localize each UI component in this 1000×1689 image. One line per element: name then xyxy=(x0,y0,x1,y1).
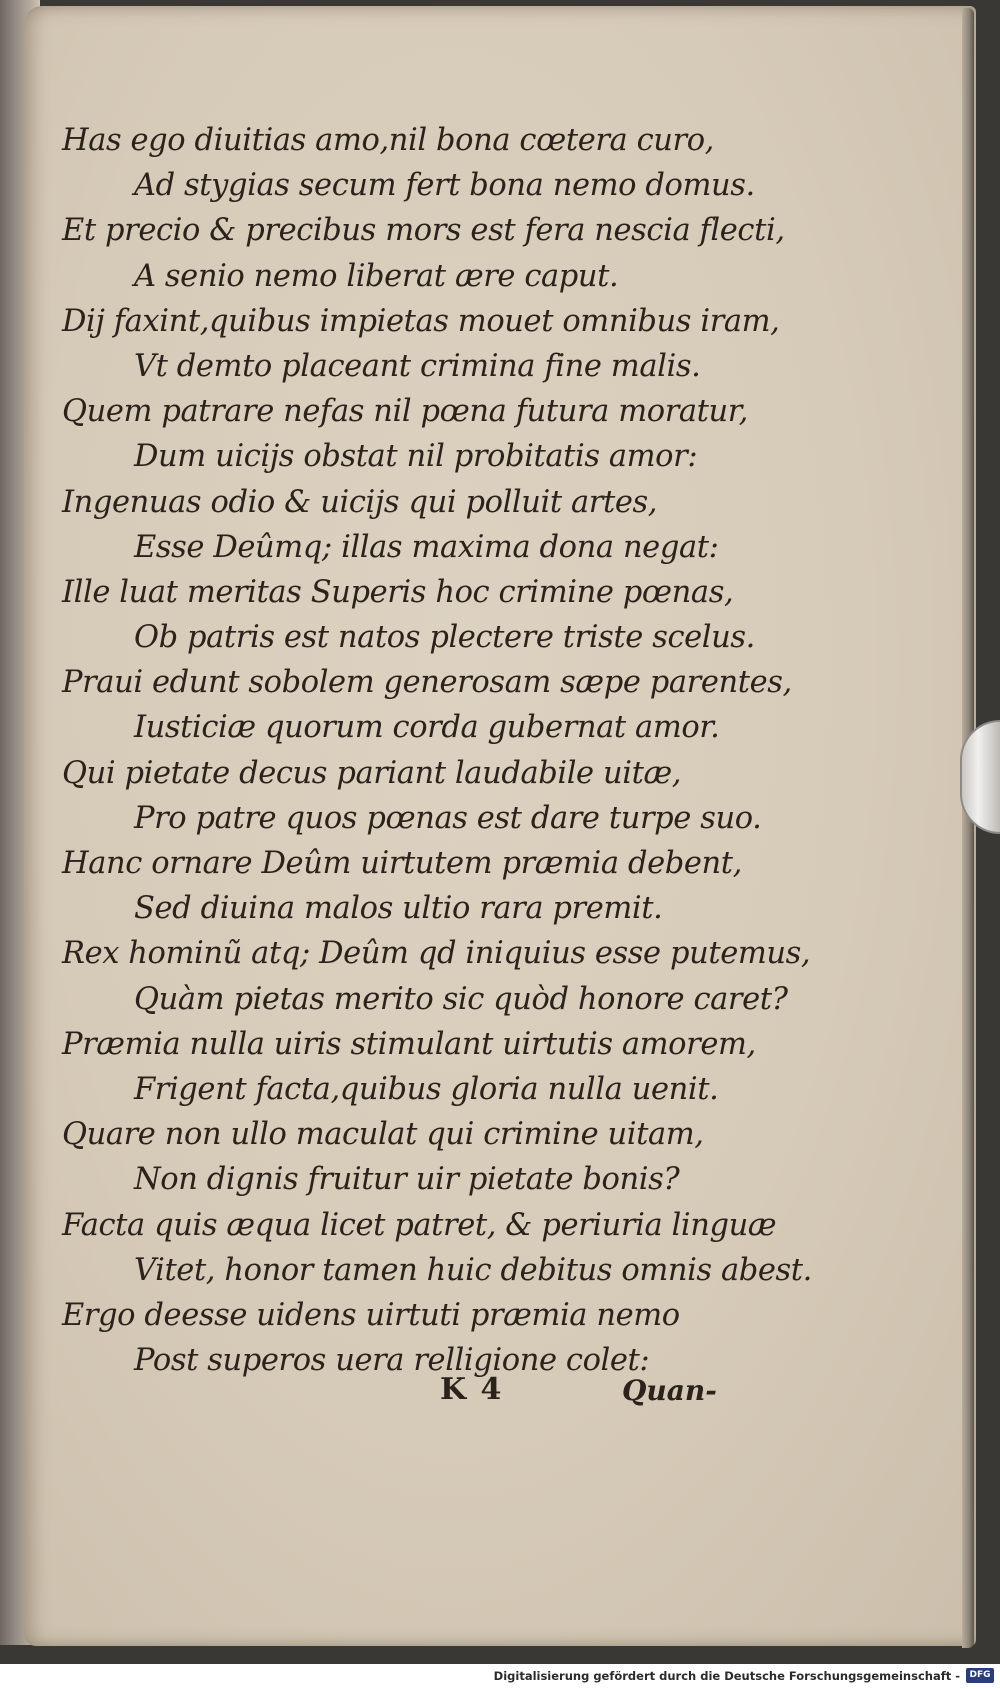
page-edge-shadow xyxy=(962,8,974,1648)
verse-line: Præmia nulla uiris stimulant uirtutis amorem, xyxy=(62,1026,756,1062)
verse-line: Ergo deesse uidens uirtuti præmia nemo xyxy=(62,1297,680,1333)
verse-line: A senio nemo liberat ære caput. xyxy=(134,258,619,294)
verse-line: Praui edunt sobolem generosam sæpe parentes, xyxy=(62,665,792,701)
page-footer xyxy=(62,1372,742,1418)
verse-line: Ille luat meritas Superis hoc crimine pœnas, xyxy=(62,574,734,610)
verse-text-block xyxy=(62,118,812,1383)
verse-line: Vitet, honor tamen huic debitus omnis abest. xyxy=(134,1252,812,1288)
verse-line: Pro patre quos pœnas est dare turpe suo. xyxy=(134,800,762,836)
verse-line: Has ego diuitias amo,nil bona cœtera curo, xyxy=(62,123,714,158)
funding-credit: Digitalisierung gefördert durch die Deutsche Forschungsgemeinschaft - xyxy=(493,1669,960,1683)
verse-line: Non dignis fruitur uir pietate bonis? xyxy=(134,1162,680,1198)
verse-line: Quare non ullo maculat qui crimine uitam, xyxy=(62,1117,704,1153)
verse-line: Ad stygias secum fert bona nemo domus. xyxy=(134,168,755,204)
verse-line: Rex hominũ atq; Deûm qd iniquius esse putemus, xyxy=(62,936,811,972)
verse-line: Esse Deûmq; illas maxima dona negat: xyxy=(134,529,719,565)
verse-line: Quàm pietas merito sic quòd honore caret? xyxy=(134,981,788,1017)
verse-line: Hanc ornare Deûm uirtutem præmia debent, xyxy=(62,846,742,881)
verse-line: Facta quis æqua licet patret, & periuria linguæ xyxy=(62,1207,777,1243)
verse-line: Iusticiæ quorum corda gubernat amor. xyxy=(134,710,720,746)
verse-line: Frigent facta,quibus gloria nulla uenit. xyxy=(134,1071,719,1107)
verse-line: Ingenuas odio & uicijs qui polluit artes, xyxy=(62,484,658,520)
verse-line: Dij faxint,quibus impietas mouet omnibus iram, xyxy=(62,303,780,339)
verse-line: Dum uicijs obstat nil probitatis amor: xyxy=(134,439,698,475)
verse-line: Quem patrare nefas nil pœna futura moratur, xyxy=(62,394,748,430)
dfg-logo-icon: DFG xyxy=(966,1668,994,1683)
verse-line: Ob patris est natos plectere triste scelus. xyxy=(134,620,755,656)
verse-line: Sed diuina malos ultio rara premit. xyxy=(134,891,663,927)
verse-line: Post superos uera relligione colet: xyxy=(134,1343,650,1379)
catchword: Quan- xyxy=(622,1374,717,1407)
credit-bar xyxy=(0,1664,1000,1689)
verse-line: Qui pietate decus pariant laudabile uitæ, xyxy=(62,755,682,791)
signature-mark: K 4 xyxy=(440,1372,504,1407)
verse-line: Vt demto placeant crimina fine malis. xyxy=(134,348,701,384)
verse-line: Et precio & precibus mors est fera nescia flecti, xyxy=(62,213,785,249)
